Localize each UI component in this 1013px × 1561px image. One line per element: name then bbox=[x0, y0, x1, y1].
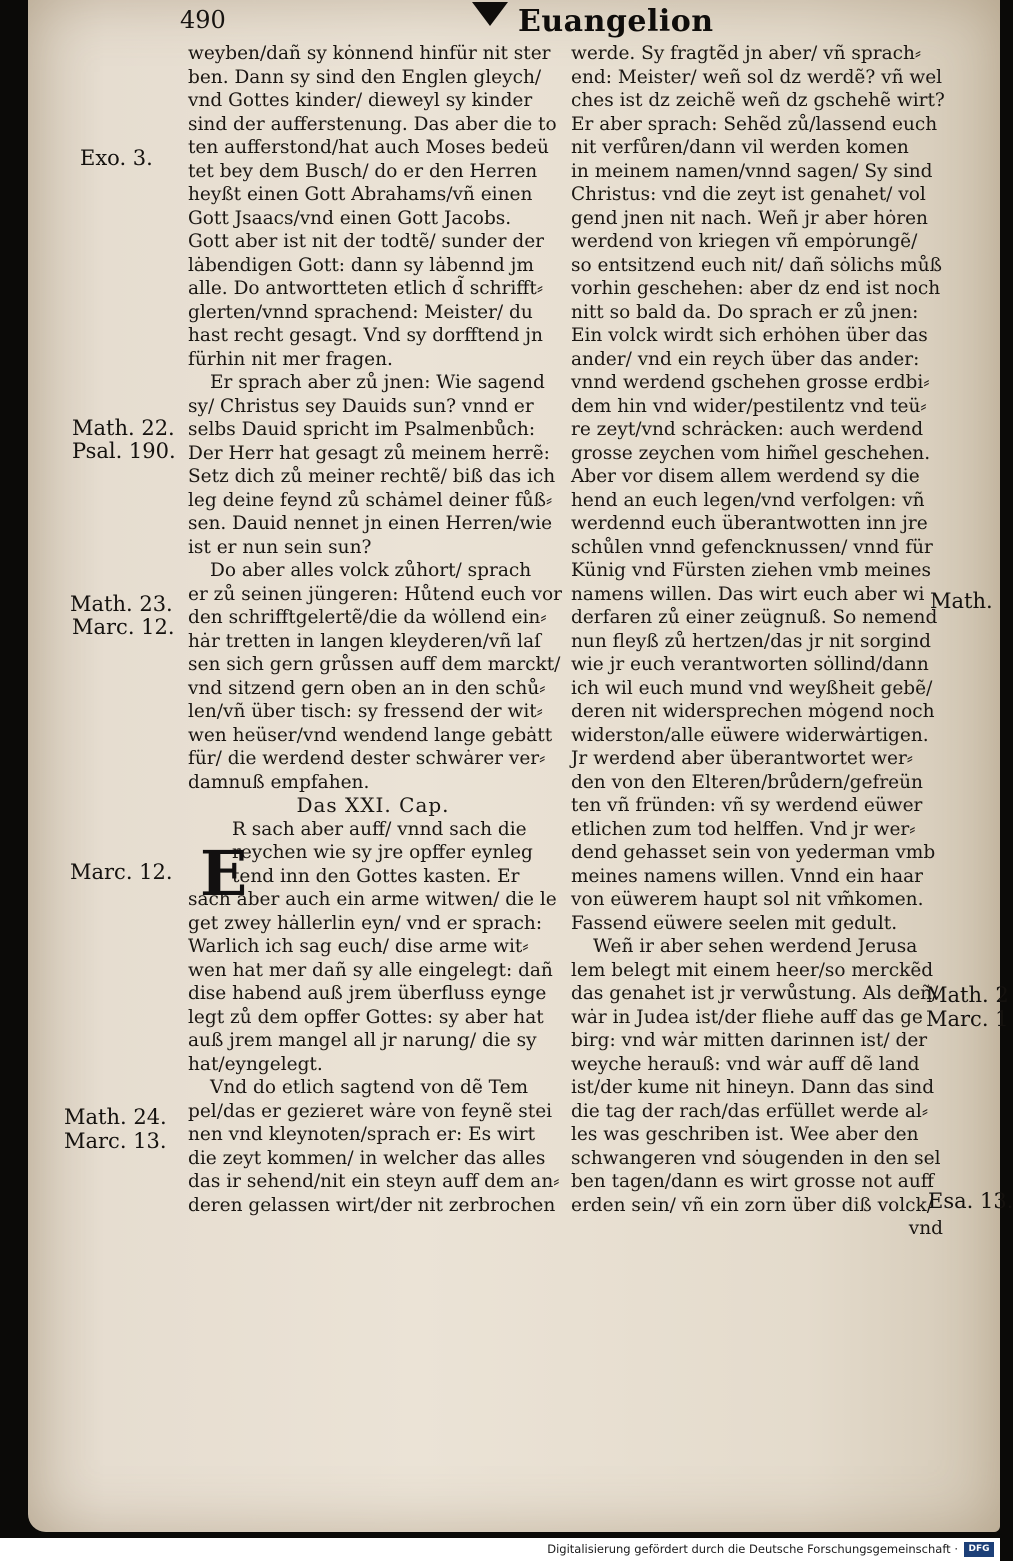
ornament-icon bbox=[472, 2, 508, 26]
margin-note: Esa. 13. bbox=[928, 1189, 1013, 1213]
text-line: Er aber sprach: Sehẽd zů/lassend euch bbox=[571, 113, 938, 135]
text-line: nit verfůren/dann vil werden komen bbox=[571, 137, 909, 158]
page-number: 490 bbox=[180, 6, 226, 34]
right-text-column bbox=[571, 42, 963, 1241]
text-line: Weñ ir aber sehen werdend Jerusa bbox=[593, 936, 918, 957]
text-line: dend gehasset sein von yederman vmb bbox=[571, 842, 936, 863]
text-line: so entsitzend euch nit/ dañ sȯlichs můß bbox=[571, 254, 942, 276]
text-line: Gott aber ist nit der todtẽ/ sunder der bbox=[188, 231, 544, 252]
text-line: grosse zeychen vom him̃el geschehen. bbox=[571, 442, 931, 464]
margin-note: Math. bbox=[930, 589, 993, 613]
text-line: gend jnen nit nach. Weñ jr aber hȯren bbox=[571, 207, 928, 229]
text-line: sach aber auch ein arme witwen/ die le bbox=[188, 889, 557, 910]
text-line: deren nit widersprechen mȯgend noch bbox=[571, 701, 935, 722]
running-head: Euangelion bbox=[518, 4, 714, 39]
margin-note: Math. 24. bbox=[64, 1105, 167, 1129]
text-line: Gott Jsaacs/vnd einen Gott Jacobs. bbox=[188, 207, 512, 229]
text-line: nun fleyß zů hertzen/das jr nit sorgind bbox=[571, 630, 931, 652]
text-line: glerten/vnnd sprachend: Meister/ du bbox=[188, 301, 533, 323]
text-line: etlichen zum tod helffen. Vnd jr wer⸗ bbox=[571, 818, 916, 840]
text-line: wȧr in Judea ist/der fliehe auff das ge bbox=[571, 1006, 923, 1028]
text-line: weyben/dañ sy kȯnnend hinfür nit ster bbox=[188, 43, 551, 64]
text-line: für/ die werdend dester schwȧrer ver⸗ bbox=[188, 748, 546, 769]
text-line: dem hin vnd wider/pestilentz vnd teü⸗ bbox=[571, 395, 927, 417]
text-line: tet bey dem Busch/ do er den Herren bbox=[188, 160, 538, 182]
text-line: die tag der rach/das erfüllet werde al⸗ bbox=[571, 1100, 928, 1122]
text-line: ten vñ fründen: vñ sy werdend eüwer bbox=[571, 795, 923, 816]
text-line: hast recht gesagt. Vnd sy dorfftend jn bbox=[188, 325, 543, 346]
text-line: den von den Elteren/brůdern/gefreün bbox=[571, 771, 923, 793]
text-line: namens willen. Das wirt euch aber wi bbox=[571, 583, 925, 605]
text-line: ten aufferstond/hat auch Moses bedeü bbox=[188, 137, 549, 158]
text-line: hat/eyngelegt. bbox=[188, 1053, 323, 1075]
text-line: Jr werdend aber überantwortet wer⸗ bbox=[571, 748, 913, 769]
text-line: ist er nun sein sun? bbox=[188, 536, 372, 558]
left-text-column bbox=[188, 42, 562, 1217]
text-line: auß jrem mangel all jr narung/ die sy bbox=[188, 1030, 537, 1051]
text-line: ben tagen/dann es wirt grosse not auff bbox=[571, 1171, 934, 1192]
text-line: wie jr euch verantworten sȯllind/dann bbox=[571, 654, 929, 675]
text-line: wen hat mer dañ sy alle eingelegt: dañ bbox=[188, 959, 553, 981]
text-line: sen. Dauid nennet jn einen Herren/wie bbox=[188, 513, 553, 534]
text-line: das genahet ist jr verwůstung. Als deñ/ bbox=[571, 983, 939, 1004]
text-line: hend an euch legen/vnd verfolgen: vñ bbox=[571, 489, 925, 511]
text-line: leg deine feynd zů schȧmel deiner fůß⸗ bbox=[188, 489, 553, 511]
text-line: ich wil euch mund vnd weyßheit gebẽ/ bbox=[571, 677, 933, 699]
text-line: er zů seinen jüngeren: Hůtend euch vor bbox=[188, 583, 562, 605]
footer-credit: Digitalisierung gefördert durch die Deutsche Forschungsgemeinschaft · bbox=[547, 1542, 958, 1556]
text-line: werdend von kriegen vñ empȯrungẽ/ bbox=[571, 231, 918, 252]
text-line: das ir sehend/nit ein steyn auff dem an⸗ bbox=[188, 1171, 560, 1192]
margin-note: Math. 22. bbox=[72, 416, 175, 440]
text-line: von eüwerem haupt sol nit vm̃komen. bbox=[571, 889, 924, 910]
text-line: Fassend eüwere seelen mit gedult. bbox=[571, 912, 898, 934]
text-line: selbs Dauid spricht im Psalmenbůch: bbox=[188, 419, 536, 440]
text-line: Warlich ich sag euch/ dise arme wit⸗ bbox=[188, 936, 529, 957]
text-line: les was geschriben ist. Wee aber den bbox=[571, 1124, 919, 1145]
text-line: die zeyt kommen/ in welcher das alles bbox=[188, 1147, 546, 1169]
text-line: legt zů dem opffer Gottes: sy aber hat bbox=[188, 1006, 544, 1028]
text-line: Do aber alles volck zůhort/ sprach bbox=[210, 560, 532, 581]
text-line: hȧr tretten in langen kleyderen/vñ laſ bbox=[188, 630, 541, 652]
chapter-heading: Das XXI. Cap. bbox=[296, 793, 450, 817]
text-line: alle. Do antwortteten etlich d̃ schrifft⸗ bbox=[188, 278, 543, 299]
text-line: vnd Gottes kinder/ dieweyl sy kinder bbox=[188, 90, 533, 111]
digitization-footer bbox=[0, 1538, 1000, 1561]
text-line: end: Meister/ weñ sol dz werdẽ? vñ wel bbox=[571, 66, 943, 88]
text-line: reychen wie sy jre opffer eynleg bbox=[232, 842, 533, 863]
text-line: sy/ Christus sey Dauids sun? vnnd er bbox=[188, 395, 534, 417]
text-line: fürhin nit mer fragen. bbox=[188, 348, 393, 370]
text-line: Ein volck wirdt sich erhȯhen über das bbox=[571, 325, 928, 346]
text-line: Vnd do etlich sagtend von dẽ Tem bbox=[210, 1077, 529, 1098]
text-line: schůlen vnnd gefencknussen/ vnnd für bbox=[571, 536, 933, 558]
text-line: Er sprach aber zů jnen: Wie sagend bbox=[210, 372, 545, 393]
text-line: ches ist dz zeichẽ weñ dz gschehẽ wirt? bbox=[571, 90, 945, 111]
text-line: erden sein/ vñ ein zorn über diß volck/ bbox=[571, 1194, 933, 1216]
text-line: tend inn den Gottes kasten. Er bbox=[232, 865, 520, 887]
text-line: widerston/alle eüwere widerwȧrtigen. bbox=[571, 724, 929, 746]
text-line: birg: vnd wȧr mitten darinnen ist/ der bbox=[571, 1030, 928, 1051]
text-line: weyche herauß: vnd wȧr auff dẽ land bbox=[571, 1053, 920, 1075]
text-line: pel/das er gezieret wȧre von feynẽ stei bbox=[188, 1100, 553, 1122]
text-line: sen sich gern grůssen auff dem marckt/ bbox=[188, 654, 561, 675]
text-line: lem belegt mit einem heer/so merckẽd bbox=[571, 959, 934, 981]
text-line: Künig vnd Fürsten ziehen vmb meines bbox=[571, 560, 931, 581]
text-line: damnuß empfahen. bbox=[188, 771, 370, 793]
text-line: re zeyt/vnd schrȧcken: auch werdend bbox=[571, 419, 924, 440]
dfg-logo: DFG bbox=[964, 1542, 994, 1557]
text-line: wen heüser/vnd wendend lange gebȧtt bbox=[188, 724, 553, 746]
text-line: deren gelassen wirt/der nit zerbrochen bbox=[188, 1194, 556, 1216]
text-line: R sach aber auff/ vnnd sach die bbox=[232, 818, 527, 840]
book-page bbox=[28, 0, 1013, 1532]
text-line: ben. Dann sy sind den Englen gleych/ bbox=[188, 66, 542, 88]
margin-note: Psal. 190. bbox=[72, 439, 176, 463]
text-line: schwangeren vnd sȯugenden in den sel bbox=[571, 1147, 941, 1169]
text-line: vorhin geschehen: aber dz end ist noch bbox=[571, 278, 941, 299]
margin-note: Marc. 13. bbox=[64, 1129, 167, 1153]
text-line: meines namens willen. Vnnd ein haar bbox=[571, 865, 923, 887]
text-line: ander/ vnd ein reych über das ander: bbox=[571, 348, 920, 370]
text-line: Aber vor disem allem werdend sy die bbox=[571, 466, 920, 487]
catchword: vnd bbox=[908, 1218, 943, 1239]
margin-note: Math. 23. bbox=[70, 592, 173, 616]
margin-note: Math. 2 bbox=[926, 983, 1009, 1007]
margin-note: Exo. 3. bbox=[80, 146, 153, 170]
drop-initial: E bbox=[200, 837, 248, 910]
text-line: sind der aufferstenung. Das aber die to bbox=[188, 113, 557, 135]
text-line: Der Herr hat gesagt zů meinem herrẽ: bbox=[188, 442, 550, 464]
text-line: den schrifftgelertẽ/die da wȯllend ein⸗ bbox=[188, 607, 547, 628]
text-line: werdennd euch überantwotten inn jre bbox=[571, 513, 928, 534]
margin-note: Marc. 1 bbox=[926, 1007, 1009, 1031]
text-line: heyßt einen Gott Abrahams/vñ einen bbox=[188, 184, 533, 205]
margin-note: Marc. 12. bbox=[72, 615, 175, 639]
text-line: ist/der kume nit hineyn. Dann das sind bbox=[571, 1077, 935, 1098]
text-line: get zwey hȧllerlin eyn/ vnd er sprach: bbox=[188, 912, 543, 934]
text-line: nen vnd kleynoten/sprach er: Es wirt bbox=[188, 1124, 536, 1145]
text-line: Setz dich zů meiner rechtẽ/ biß das ich bbox=[188, 466, 556, 487]
page-header bbox=[28, 4, 1000, 38]
text-line: vnd sitzend gern oben an in den schů⸗ bbox=[188, 677, 546, 699]
text-line: in meinem namen/vnnd sagen/ Sy sind bbox=[571, 160, 933, 182]
text-line: len/vñ über tisch: sy fressend der wit⸗ bbox=[188, 701, 543, 722]
text-line: dise habend auß jrem überfluss eynge bbox=[188, 983, 547, 1004]
text-line: vnnd werdend gschehen grosse erdbi⸗ bbox=[571, 372, 930, 393]
text-line: derfaren zů einer zeügnuß. So nemend bbox=[571, 607, 938, 628]
margin-note: Marc. 12. bbox=[70, 860, 173, 884]
text-line: nitt so bald da. Do sprach er zů jnen: bbox=[571, 301, 919, 323]
text-line: werde. Sy fragtẽd jn aber/ vñ sprach⸗ bbox=[571, 43, 922, 64]
text-line: lȧbendigen Gott: dann sy lȧbennd jm bbox=[188, 254, 534, 276]
text-line: Christus: vnd die zeyt ist genahet/ vol bbox=[571, 184, 926, 205]
